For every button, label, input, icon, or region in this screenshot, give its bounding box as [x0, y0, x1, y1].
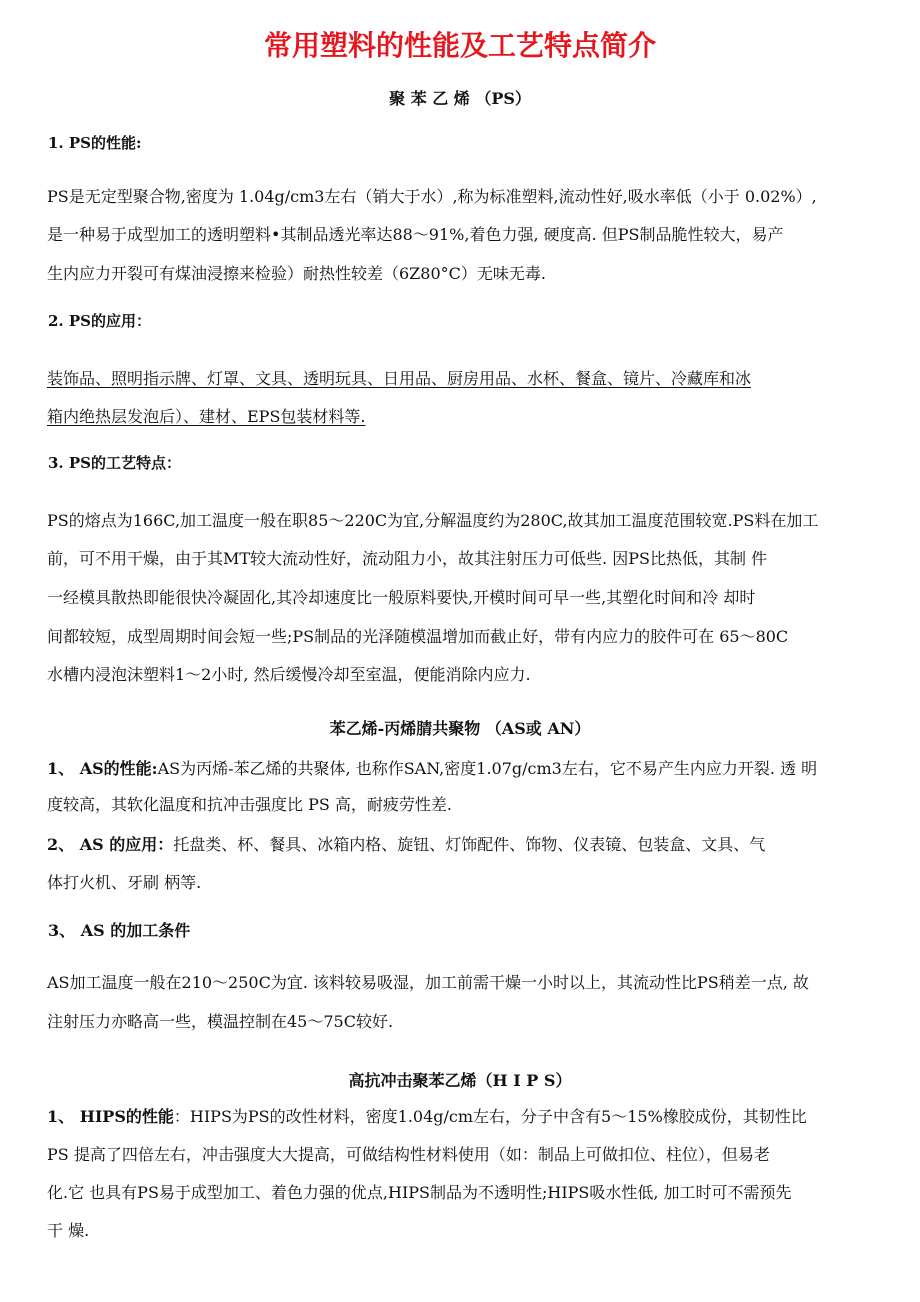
hips-properties-line-1 [47, 1098, 807, 1136]
as-properties-label: 1、 AS的性能: [47, 759, 158, 778]
as-properties-line-1 [47, 750, 817, 788]
document-title: 常用塑料的性能及工艺特点简介 [263, 29, 656, 62]
as-properties-line-2: 度较高，其软化温度和抗冲击强度比 PS 高，耐疲劳性差. [47, 795, 452, 814]
as-applications-text: 托盘类、杯、餐具、冰箱内格、旋钮、灯饰配件、饰物、仪表镜、包装盒、文具、气 [173, 835, 766, 854]
ps-section-heading: 聚 苯 乙 烯 （PS） [389, 89, 531, 108]
ps-properties-heading: 1. PS的性能: [48, 134, 142, 152]
as-properties-text: AS为丙烯-苯乙烯的共聚体, 也称作SAN,密度1.07g/cm3左右，它不易产生内应力开裂. 透 明 [157, 759, 818, 778]
as-process-line-1: AS加工温度一般在210～250C为宜. 该料较易吸湿，加工前需干燥一小时以上，其流动性比PS稍差一点, 故 [47, 973, 809, 992]
hips-properties-line-4: 干 燥. [47, 1221, 90, 1240]
as-section-heading: 苯乙烯-丙烯腈共聚物 （AS或 AN） [329, 719, 591, 738]
ps-process-heading: 3. PS的工艺特点： [48, 454, 181, 472]
ps-properties-line-2: 是一种易于成型加工的透明塑料•其制品透光率达88～91%,着色力强, 硬度高. 但PS制品脆性较大，易产 [47, 225, 784, 244]
as-applications-line-2: 体打火机、牙刷 柄等. [47, 873, 202, 892]
as-process-heading: 3、 AS 的加工条件 [48, 921, 191, 940]
ps-process-line-2: 前，可不用干燥，由于其MT较大流动性好，流动阻力小，故其注射压力可低些. 因PS比热低，其制 件 [47, 549, 768, 568]
ps-applications-heading: 2. PS的应用： [48, 312, 151, 330]
ps-process-line-4: 间都较短，成型周期时间会短一些;PS制品的光泽随模温增加而截止好，带有内应力的胶件可在 65～80C [47, 627, 789, 646]
ps-applications-line-1: 装饰品、照明指示牌、灯罩、文具、透明玩具、日用品、厨房用品、水杯、餐盒、镜片、冷藏库和冰 [47, 369, 752, 388]
hips-properties-line-3: 化.它 也具有PS易于成型加工、着色力强的优点,HIPS制品为不透明性;HIPS吸水性低, 加工时可不需预先 [47, 1183, 792, 1202]
ps-process-line-5: 水槽内浸泡沫塑料1～2小时, 然后缓慢冷却至室温，便能消除内应力. [47, 665, 531, 684]
as-applications-line-1 [47, 826, 765, 864]
ps-properties-line-3: 生内应力开裂可有煤油浸擦来检验）耐热性较差（6Z80°C）无味无毒. [47, 264, 546, 283]
as-process-line-2: 注射压力亦略高一些，模温控制在45～75C较好. [47, 1012, 394, 1031]
ps-process-line-3: 一经模具散热即能很快冷凝固化,其冷却速度比一般原料要快,开模时间可早一些,其塑化时间和冷 却时 [47, 588, 756, 607]
ps-process-line-1: PS的熔点为166C,加工温度一般在职85～220C为宜,分解温度约为280C,故其加工温度范围较宽.PS料在加工 [47, 511, 819, 530]
hips-properties-text: ：HIPS为PS的改性材料，密度1.04g/cm左右，分子中含有5～15%橡胶成份，其韧性比 [173, 1107, 807, 1126]
hips-section-heading: 高抗冲击聚苯乙烯（H I P S） [348, 1071, 572, 1090]
as-applications-label: 2、 AS 的应用： [47, 835, 174, 854]
hips-properties-label: 1、 HIPS的性能 [47, 1107, 174, 1126]
hips-properties-line-2: PS 提高了四倍左右，冲击强度大大提高，可做结构性材料使用（如：制品上可做扣位、柱位），但易老 [47, 1145, 770, 1164]
ps-properties-line-1: PS是无定型聚合物,密度为 1.04g/cm3左右（销大于水）,称为标准塑料,流动性好,吸水率低（小于 0.02%）, [47, 187, 817, 206]
ps-applications-line-2: 箱内绝热层发泡后）、建材、EPS包装材料等. [47, 407, 366, 426]
